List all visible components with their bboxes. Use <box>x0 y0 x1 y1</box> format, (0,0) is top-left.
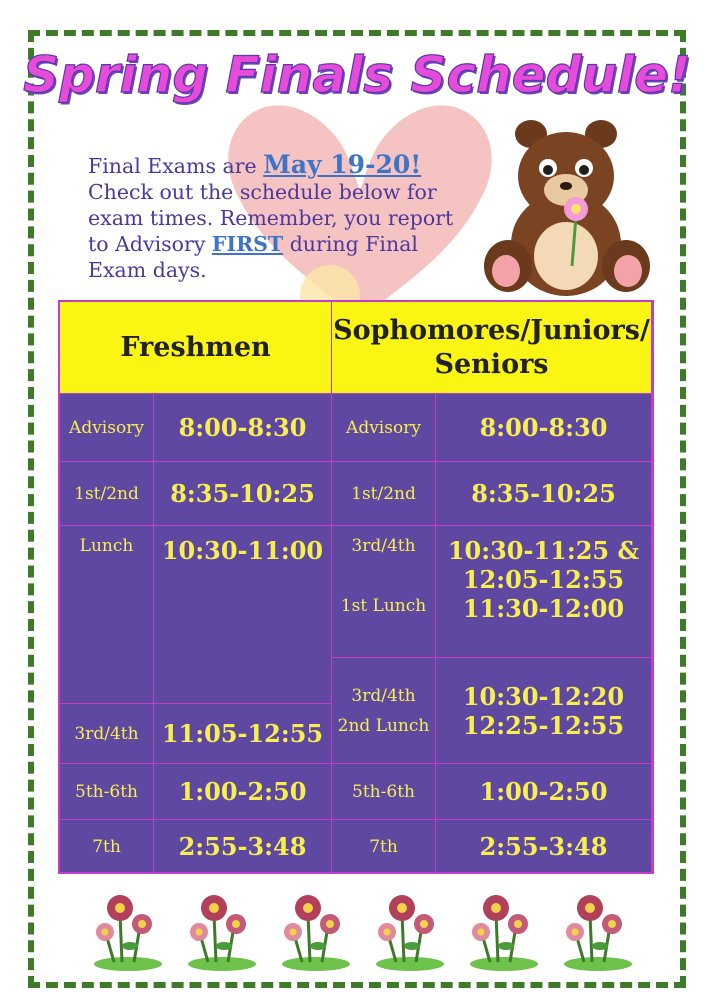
upper-lunch2-label <box>332 658 436 764</box>
upper-lunch1-time-a: 10:30-11:25 & <box>447 536 640 565</box>
freshmen-block56-label: 5th-6th <box>60 764 154 820</box>
upper-lunch2-time-b: 12:25-12:55 <box>462 710 625 740</box>
upper-block12-label: 1st/2nd <box>332 462 436 526</box>
upper-advisory-time: 8:00-8:30 <box>436 394 652 462</box>
upper-lunch1-time-b: 12:05-12:55 <box>462 565 625 594</box>
upper-lunch2-label-b: 2nd Lunch <box>337 715 430 736</box>
exam-date: May 19-20! <box>263 150 422 179</box>
upper-lunch2-time-a: 10:30-12:20 <box>462 681 625 711</box>
upper-block56-label: 5th-6th <box>332 764 436 820</box>
upper-lunch1-time <box>436 526 652 658</box>
freshmen-lunch-time: 10:30-11:00 <box>154 526 332 704</box>
freshmen-advisory-label: Advisory <box>60 394 154 462</box>
freshmen-advisory-time: 8:00-8:30 <box>154 394 332 462</box>
upper-block7-label: 7th <box>332 820 436 874</box>
upper-block12-time: 8:35-10:25 <box>436 462 652 526</box>
upper-advisory-label: Advisory <box>332 394 436 462</box>
intro-text <box>88 152 488 283</box>
schedule-table <box>58 300 654 874</box>
flower-cluster-icon <box>184 884 260 972</box>
intro-line-2: Check out the schedule below for <box>88 180 437 204</box>
upper-lunch1-time-c: 11:30-12:00 <box>462 594 625 623</box>
intro-line-4a: to Advisory <box>88 232 212 256</box>
flower-border <box>90 884 650 972</box>
freshmen-block12-time: 8:35-10:25 <box>154 462 332 526</box>
bear-with-flower-icon <box>476 116 652 302</box>
intro-line-3: exam times. Remember, you report <box>88 206 454 230</box>
freshmen-block34-label: 3rd/4th <box>60 704 154 764</box>
upper-grades-header <box>332 302 652 394</box>
upper-block7-time: 2:55-3:48 <box>436 820 652 874</box>
freshmen-block56-time: 1:00-2:50 <box>154 764 332 820</box>
first-emphasis: FIRST <box>211 232 284 256</box>
flower-cluster-icon <box>372 884 448 972</box>
freshmen-block7-label: 7th <box>60 820 154 874</box>
page-title: Spring Finals Schedule! <box>23 46 691 104</box>
freshmen-lunch-label: Lunch <box>60 526 154 704</box>
upper-lunch1-label-a: 3rd/4th <box>351 536 416 556</box>
intro-line-5: Exam days. <box>88 258 207 282</box>
upper-lunch2-time <box>436 658 652 764</box>
upper-grades-header-line-2: Seniors <box>434 348 549 380</box>
upper-lunch2-label-a: 3rd/4th <box>351 685 416 706</box>
flower-cluster-icon <box>278 884 354 972</box>
upper-block56-time: 1:00-2:50 <box>436 764 652 820</box>
freshmen-block7-time: 2:55-3:48 <box>154 820 332 874</box>
intro-line-1: Final Exams are <box>88 154 264 178</box>
flower-cluster-icon <box>466 884 542 972</box>
freshmen-block34-time: 11:05-12:55 <box>154 704 332 764</box>
flower-cluster-icon <box>560 884 636 972</box>
upper-lunch1-label <box>332 526 436 658</box>
upper-lunch1-label-b: 1st Lunch <box>340 596 427 616</box>
flower-cluster-icon <box>90 884 166 972</box>
freshmen-block12-label: 1st/2nd <box>60 462 154 526</box>
freshmen-header: Freshmen <box>60 302 332 394</box>
intro-line-4b: during Final <box>283 232 418 256</box>
upper-grades-header-line-1: Sophomores/Juniors/ <box>333 314 650 346</box>
